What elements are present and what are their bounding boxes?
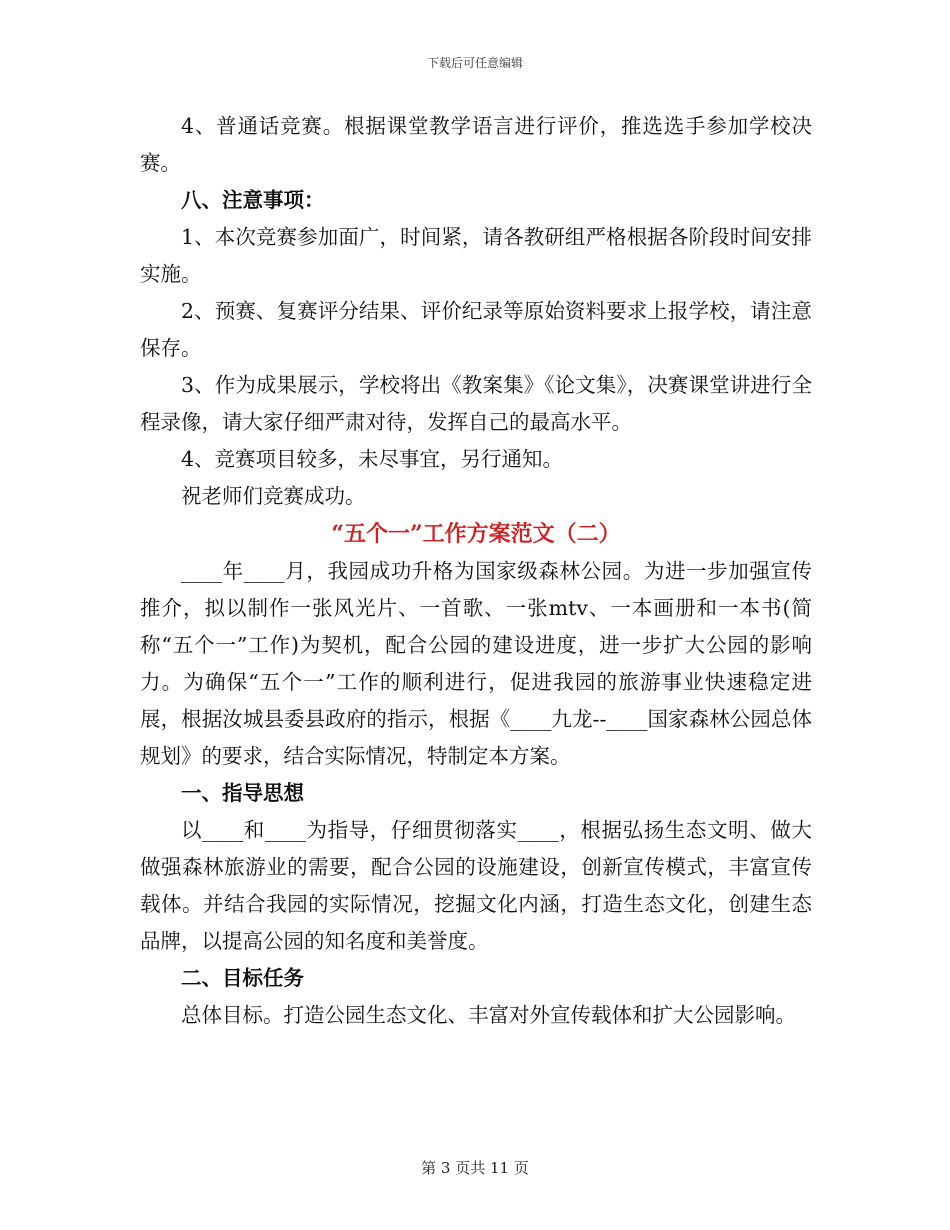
paragraph-note-3: 3、作为成果展示，学校将出《教案集》《论文集》，决赛课堂讲进行全程录像，请大家仔细严肃对待，发挥自己的最高水平。 bbox=[140, 373, 812, 434]
page-footer-number: 第 3 页共 11 页 bbox=[421, 1159, 529, 1177]
paragraph-guiding-thought: 以____和____为指导，仔细贯彻落实____，根据弘扬生态文明、做大做强森林旅游业的需要，配合公园的设施建设，创新宣传模式，丰富宣传载体。并结合我园的实际情况，挖掘文化内涵，打造生态文化，创建生态品牌，以提高公园的知名度和美誉度。 bbox=[140, 818, 812, 953]
section-heading-guiding-thought: 一、指导思想 bbox=[181, 781, 304, 805]
paragraph-note-1: 1、本次竞赛参加面广，时间紧，请各教研组严格根据各阶段时间安排实施。 bbox=[140, 225, 812, 286]
page-header-note: 下载后可任意编辑 bbox=[426, 56, 523, 70]
paragraph-note-4: 4、竞赛项目较多，未尽事宜，另行通知。 bbox=[181, 447, 564, 471]
paragraph-speech-contest: 4、普通话竞赛。根据课堂教学语言进行评价，推选选手参加学校决赛。 bbox=[140, 114, 812, 175]
paragraph-intro: ____年____月，我园成功升格为国家级森林公园。为进一步加强宣传推介，拟以制作一张风光片、一首歌、一张mtv、一本画册和一本书(简称“五个一”工作)为契机，配合公园的建设进度，进一步扩大公园的影响力。为确保“五个一”工作的顺利进行，促进我园的旅游事业快速稳定进展，根据汝城县委县政府的指示，根据《____九龙--____国家森林公园总体规划》的要求，结合实际情况，特制定本方案。 bbox=[140, 559, 812, 768]
paragraph-note-2: 2、预赛、复赛评分结果、评价纪录等原始资料要求上报学校，请注意保存。 bbox=[140, 299, 812, 360]
document-title: “五个一”工作方案范文（二） bbox=[331, 521, 621, 547]
section-heading-notes: 八、注意事项： bbox=[181, 188, 325, 212]
paragraph-closing-wish: 祝老师们竞赛成功。 bbox=[181, 484, 366, 508]
section-heading-goals: 二、目标任务 bbox=[181, 966, 304, 990]
paragraph-goals: 总体目标。打造公园生态文化、丰富对外宣传载体和扩大公园影响。 bbox=[181, 1003, 796, 1027]
document-body bbox=[140, 108, 812, 1034]
